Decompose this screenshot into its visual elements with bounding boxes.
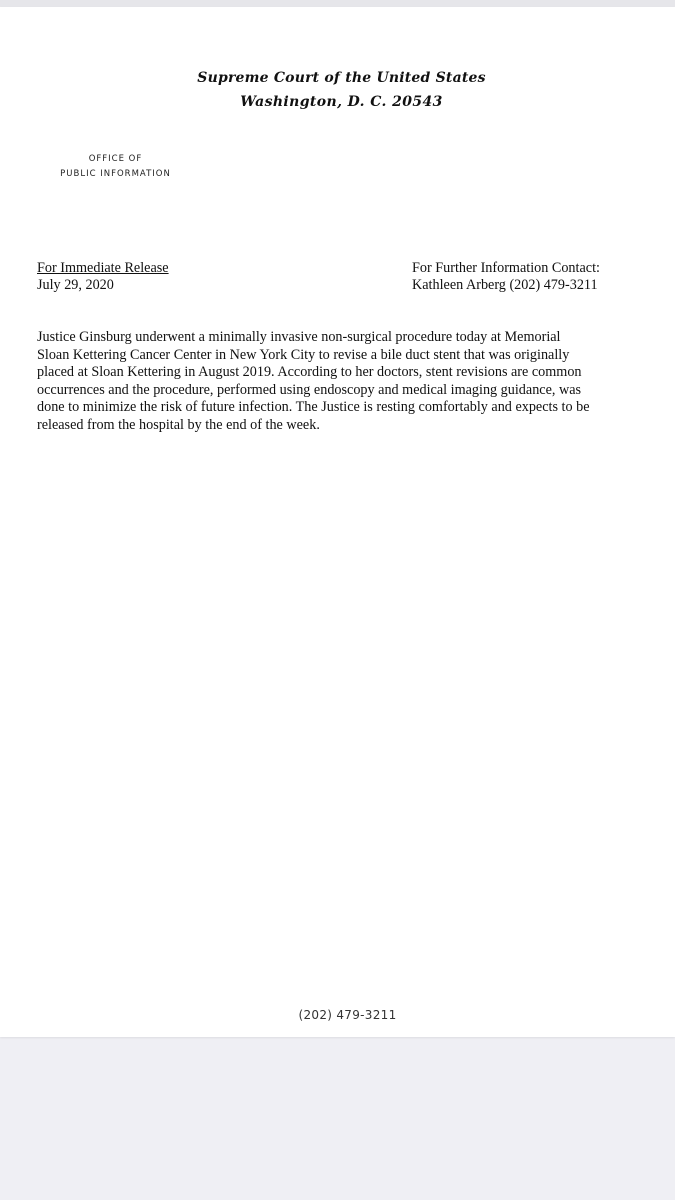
contact-label: For Further Information Contact: [412,260,600,276]
body-line: Justice Ginsburg underwent a minimally invasive non-surgical procedure today at Memorial [37,329,561,345]
letterhead-address: Washington, D. C. 20543 [240,94,443,110]
press-release-body [37,329,649,435]
footer-phone: (202) 479-3211 [298,1008,397,1022]
office-line-1: OFFICE OF [88,154,143,164]
office-line-2: PUBLIC INFORMATION [60,169,171,179]
contact-block [412,260,600,294]
document-page[interactable] [0,7,675,1037]
letterhead-court-name: Supreme Court of the United States [197,70,486,86]
release-block [37,260,169,294]
body-line: Sloan Kettering Cancer Center in New York City to revise a bile duct stent that was originally [37,346,570,363]
body-line: done to minimize the risk of future infection. The Justice is resting comfortably and expects to be [37,399,590,416]
body-line: placed at Sloan Kettering in August 2019. According to her doctors, stent revisions are common [37,364,582,381]
release-date: July 29, 2020 [37,277,114,293]
top-strip [0,0,675,7]
contact-value: Kathleen Arberg (202) 479-3211 [412,277,598,293]
body-line: released from the hospital by the end of the week. [37,416,320,433]
release-label: For Immediate Release [37,260,169,276]
body-line: occurrences and the procedure, performed using endoscopy and medical imaging guidance, was [37,381,582,398]
